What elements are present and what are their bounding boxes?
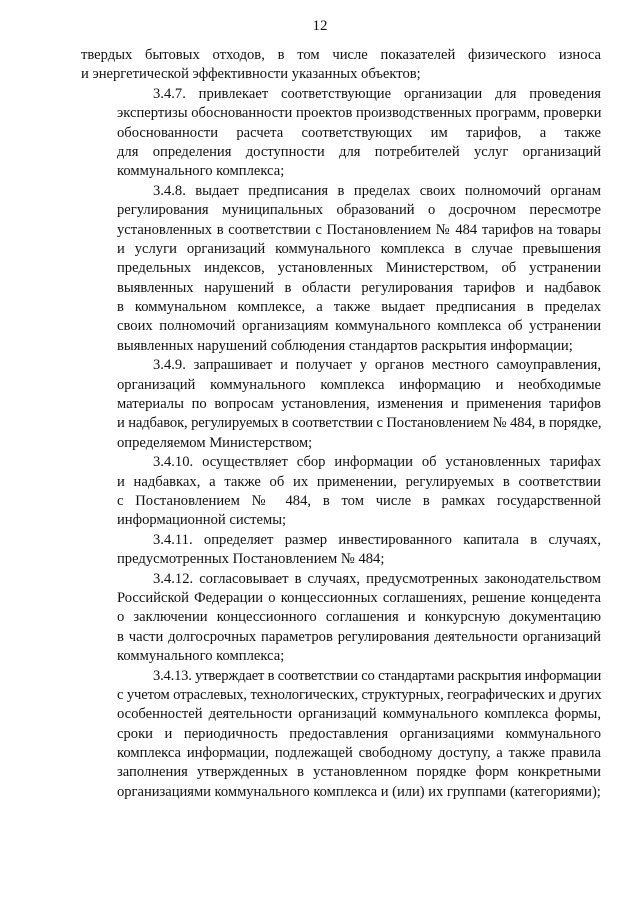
text-line: в коммунальном комплексе, а также выдает предписания в пределах bbox=[117, 299, 601, 316]
text-line: информационной системы; bbox=[117, 512, 287, 529]
text-line: предусмотренных Постановлением № 484; bbox=[117, 551, 385, 568]
text-line: 3.4.11. определяет размер инвестированного капитала в случаях, bbox=[153, 531, 601, 548]
text-line: выявленных нарушений соблюдения стандартов раскрытия информации; bbox=[117, 337, 573, 354]
text-line: 3.4.10. осуществляет сбор информации об установленных тарифах bbox=[153, 454, 601, 471]
text-line: 3.4.13. утверждает в соответствии со стандартами раскрытия информации bbox=[153, 667, 602, 684]
text-line: своих полномочий организациям коммунального комплекса об устранении bbox=[117, 318, 601, 335]
paragraph bbox=[81, 531, 601, 570]
text-line: организаций коммунального комплекса информацию и необходимые bbox=[117, 376, 601, 393]
text-line: и надбавках, а также об их применении, регулируемых в соответствии bbox=[117, 473, 601, 490]
paragraph bbox=[81, 85, 601, 182]
text-line: в части долгосрочных параметров регулирования деятельности организаций bbox=[117, 628, 601, 645]
text-line: предельных индексов, установленных Министерством, об устранении bbox=[117, 260, 601, 277]
text-line: и энергетической эффективности указанных объектов; bbox=[81, 66, 421, 83]
text-line: и надбавок, регулируемых в соответствии с Постановлением № 484, в порядке, bbox=[117, 415, 602, 432]
text-line: организациями коммунального комплекса и (или) их группами (категориями); bbox=[117, 783, 601, 800]
text-line: выявленных нарушений в области регулирования тарифов и надбавок bbox=[117, 279, 601, 296]
document-body bbox=[81, 46, 601, 802]
text-line: определяемом Министерством; bbox=[117, 434, 313, 451]
text-line: с Постановлением № 484, в том числе в рамках государственной bbox=[117, 492, 601, 509]
text-line: заполнения утвержденных в установленном порядке форм конкретными bbox=[117, 764, 601, 781]
text-line: твердых бытовых отходов, в том числе показателей физического износа bbox=[81, 47, 601, 63]
paragraph bbox=[81, 453, 601, 531]
text-line: 3.4.9. запрашивает и получает у органов местного самоуправления, bbox=[153, 357, 601, 374]
paragraph bbox=[81, 182, 601, 357]
text-line: регулирования муниципальных образований о досрочном пересмотре bbox=[117, 202, 601, 219]
paragraph bbox=[81, 667, 601, 803]
text-line: комплекса информации, подлежащей свободному доступу, а также правила bbox=[117, 745, 601, 762]
text-line: 3.4.12. согласовывает в случаях, предусмотренных законодательством bbox=[153, 570, 601, 587]
paragraph bbox=[81, 46, 601, 85]
page-number: 12 bbox=[312, 18, 328, 34]
text-line: коммунального комплекса; bbox=[117, 648, 285, 665]
text-line: 3.4.7. привлекает соответствующие организации для проведения bbox=[153, 85, 601, 102]
text-line: установленных в соответствии с Постановлением № 484 тарифов на товары bbox=[117, 221, 601, 238]
paragraph bbox=[81, 356, 601, 453]
text-line: особенностей деятельности организаций коммунального комплекса формы, bbox=[117, 706, 601, 723]
text-line: и услуги организаций коммунального комплекса в случае превышения bbox=[117, 240, 601, 257]
text-line: 3.4.8. выдает предписания в пределах своих полномочий органам bbox=[153, 182, 601, 199]
text-line: о заключении концессионного соглашения и конкурсную документацию bbox=[117, 609, 601, 626]
text-line: обоснованности расчета соответствующих им тарифов, а также bbox=[117, 124, 601, 141]
text-line: материалы по вопросам установления, изменения и применения тарифов bbox=[117, 396, 601, 413]
text-line: экспертизы обоснованности проектов производственных программ, проверки bbox=[117, 105, 602, 122]
text-line: с учетом отраслевых, технологических, структурных, географических и других bbox=[117, 686, 602, 703]
paragraph bbox=[81, 570, 601, 667]
text-line: Российской Федерации о концессионных соглашениях, решение концедента bbox=[117, 589, 601, 606]
text-line: коммунального комплекса; bbox=[117, 163, 285, 180]
text-line: сроки и периодичность предоставления организациями коммунального bbox=[117, 725, 601, 742]
text-line: для определения доступности для потребителей услуг организаций bbox=[117, 143, 601, 160]
